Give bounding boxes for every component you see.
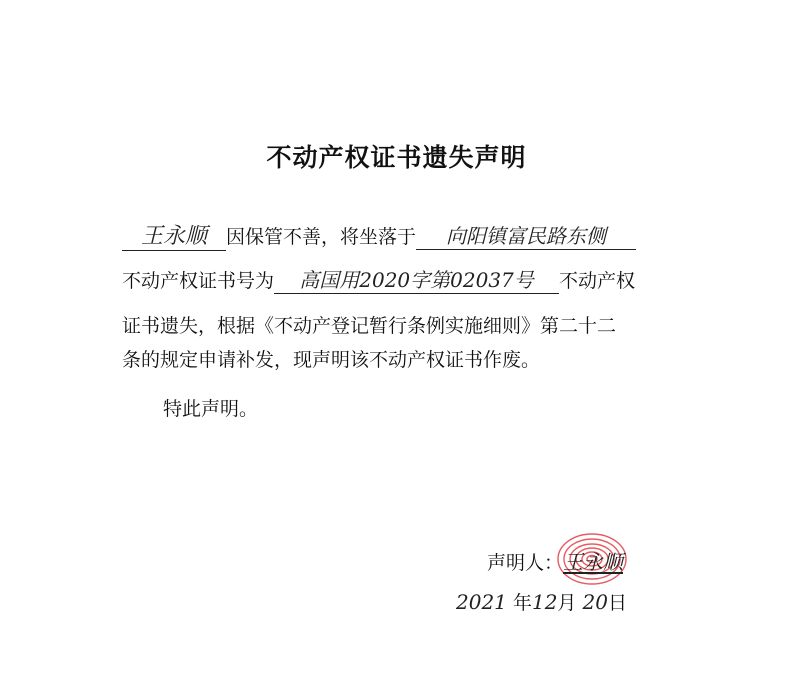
body-text-2: 不动产权证书号为 bbox=[122, 270, 275, 292]
date-year: 2021 bbox=[456, 590, 507, 614]
location-handwritten: 向阳镇富民路东侧 bbox=[416, 222, 636, 250]
date-month-unit: 月 bbox=[557, 592, 577, 614]
signature-line bbox=[487, 548, 623, 577]
body-line-1 bbox=[122, 222, 636, 251]
date-day-unit: 日 bbox=[607, 592, 627, 614]
body-line-2 bbox=[122, 266, 635, 295]
body-text-3: 不动产权 bbox=[559, 270, 636, 292]
signature-name-handwritten: 王永顺 bbox=[563, 550, 624, 574]
signature-label: 声明人： bbox=[487, 552, 564, 574]
cert-number-handwritten: 高国用2020字第02037号 bbox=[274, 266, 559, 294]
body-text-1: 因保管不善，将坐落于 bbox=[226, 226, 417, 248]
date-month: 12 bbox=[531, 590, 558, 614]
owner-name-handwritten: 王永顺 bbox=[122, 223, 226, 251]
page-title: 不动产权证书遗失声明 bbox=[266, 143, 527, 172]
date-year-unit: 年 bbox=[512, 592, 532, 614]
body-line-3: 证书遗失，根据《不动产登记暂行条例实施细则》第二十二 bbox=[122, 315, 617, 337]
body-line-4: 条的规定申请补发，现声明该不动产权证书作废。 bbox=[122, 349, 541, 371]
closing-line: 特此声明。 bbox=[163, 398, 259, 420]
date-line bbox=[456, 588, 627, 617]
date-day: 20 bbox=[582, 590, 608, 614]
